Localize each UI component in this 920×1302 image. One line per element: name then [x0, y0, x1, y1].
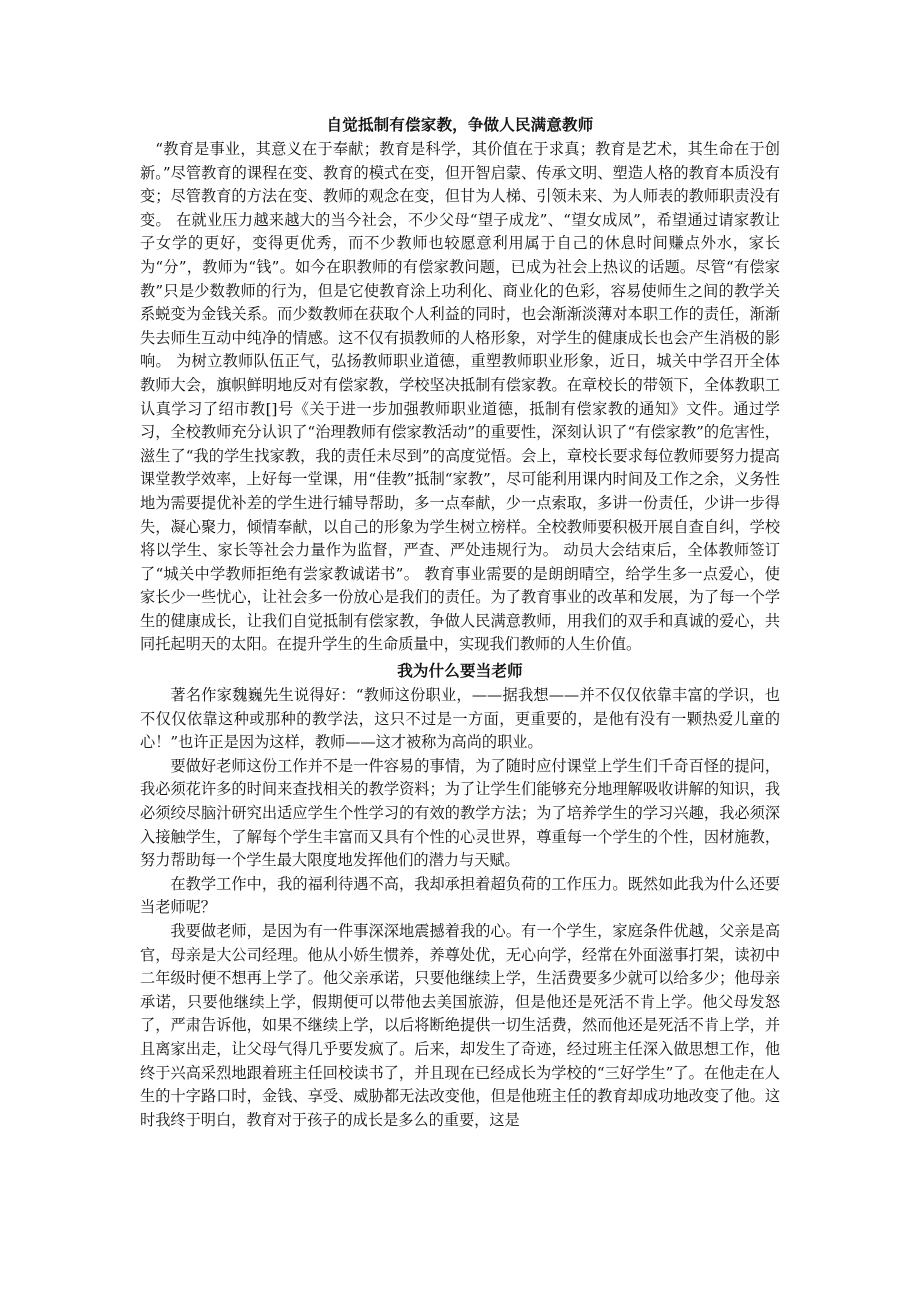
article-1-body: “教育是事业，其意义在于奉献；教育是科学，其价值在于求真；教育是艺术，其生命在于创新。”尽管教育的课程在变、教育的模式在变，但开智启蒙、传承文明、塑造人格的教育本质没有变；尽管教育的方法在变、教师的观念在变，但甘为人梯、引领未来、为人师表的教师职责没有变。 在就业压力越来越大的当今社会，不少父母“望子成龙”、“望女成凤”，希望通过请家教让子女学的更好，变得更优秀，而不少教师也较愿意利用属于自己的休息时间赚点外水，家长为“分”，教师为“钱”。如今在职教师的有偿家教问题，已成为社会上热议的话题。尽管“有偿家教”只是少数教师的行为，但是它使教育涂上功利化、商业化的色彩，容易使师生之间的教学关系蜕变为金钱关系。而少数教师在获取个人利益的同时，也会渐渐淡薄对本职工作的责任，渐渐失去师生互动中纯净的情感。这不仅有损教师的人格形象，对学生的健康成长也会产生消极的影响。 为树立教师队伍正气，弘扬教师职业道德，重塑教师职业形象，近日，城关中学召开全体教师大会，旗帜鲜明地反对有偿家教，学校坚决抵制有偿家教。在章校长的带领下，全体教职工认真学习了绍市教[]号《关于进一步加强教师职业道德，抵制有偿家教的通知》文件。通过学习，全校教师充分认识了“治理教师有偿家教活动”的重要性，深刻认识了“有偿家教”的危害性，滋生了“我的学生找家教，我的责任未尽到”的高度觉悟。会上，章校长要求每位教师要努力提高课堂教学效率，上好每一堂课，用“佳教”抵制“家教”，尽可能利用课内时间及工作之余，义务性地为需要提优补差的学生进行辅导帮助，多一点奉献，少一点索取，多讲一份责任，少讲一步得失，凝心聚力，倾情奉献，以自己的形象为学生树立榜样。全校教师要积极开展自查自纠，学校将以学生、家长等社会力量作为监督，严查、严处违规行为。 动员大会结束后，全体教师签订了“城关中学教师拒绝有尝家教诚诺书”。 教育事业需要的是朗朗晴空，给学生多一点爱心，使家长少一些忧心，让社会多一份放心是我们的责任。为了教育事业的改革和发展，为了每一个学生的健康成长，让我们自觉抵制有偿家教，争做人民满意教师，用我们的双手和真诚的爱心，共同托起明天的太阳。在提升学生的生命质量中，实现我们教师的人生价值。: [140, 140, 780, 654]
article-2-paragraph-4: 我要做老师，是因为有一件事深深地震撼着我的心。有一个学生，家庭条件优越，父亲是高官，母亲是大公司经理。他从小娇生惯养，养尊处优，无心向学，经常在外面滋事打架，读初中二年级时便不想再上学了。他父亲承诺，只要他继续上学，生活费要多少就可以给多少；他母亲承诺，只要他继续上学，假期便可以带他去美国旅游，但是他还是死活不肯上学。他父母发怒了，严肃告诉他，如果不继续上学，以后将断绝提供一切生活费，然而他还是死活不肯上学，并且离家出走，让父母气得几乎要发疯了。后来，却发生了奇迹，经过班主任深入做思想工作，他终于兴高采烈地跟着班主任回校读书了，并且现在已经成长为学校的“三好学生”了。在他走在人生的十字路口时，金钱、享受、威胁都无法改变他，但是他班主任的教育却成功地改变了他。这时我终于明白，教育对于孩子的成长是多么的重要，这是: [140, 922, 780, 1129]
article-2-paragraph-3: 在教学工作中，我的福利待遇不高，我却承担着超负荷的工作压力。既然如此我为什么还要当老师呢？: [140, 874, 780, 917]
article-2-paragraph-1: 著名作家魏巍先生说得好：“教师这份职业，——据我想——并不仅仅依靠丰富的学识，也不仅仅依靠这种或那种的教学法，这只不过是一方面，更重要的，是他有没有一颗热爱儿童的心！”也许正是因为这样，教师——这才被称为高尚的职业。: [140, 686, 780, 752]
document-page: [140, 112, 780, 1132]
article-title-2: 我为什么要当老师: [397, 661, 523, 681]
article-title-1: 自觉抵制有偿家教，争做人民满意教师: [326, 115, 594, 134]
article-2-paragraph-2: 要做好老师这份工作并不是一件容易的事情，为了随时应付课堂上学生们千奇百怪的提问，我必须花许多的时间来查找相关的教学资料；为了让学生们能够充分地理解吸收讲解的知识，我必须绞尽脑汁研究出适应学生个性学习的有效的教学方法；为了培养学生的学习兴趣，我必须深入接触学生，了解每个学生丰富而又具有个性的心灵世界，尊重每一个学生的个性，因材施教，努力帮助每一个学生最大限度地发挥他们的潜力与天赋。: [140, 756, 780, 870]
